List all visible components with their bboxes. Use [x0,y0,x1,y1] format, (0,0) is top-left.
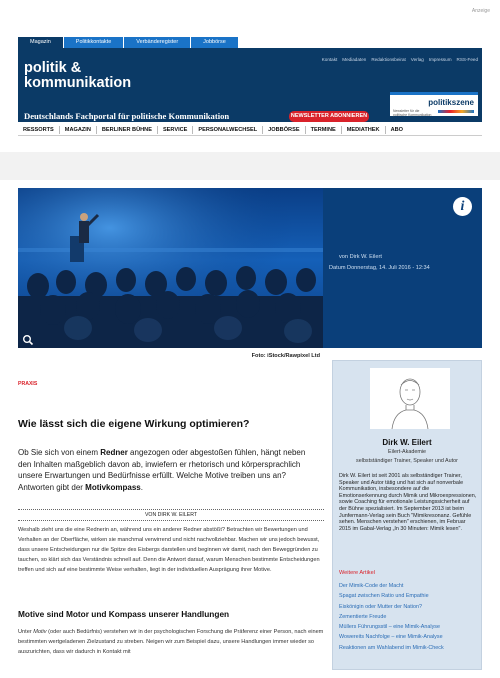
author-bio: Dirk W. Eilert ist seit 2001 als selbständiger Trainer, Speaker und Autor tätig und hat sich auf nonverbale Kommunikation, insbesondere auf die Emotionserkennung durch Mimik und Mikroexpressionen, sowie Coaching für emotionale Leistungssicherheit auf der Bühne spezialisiert. Im September 2013 ist beim Junfermann-Verlag sein Buch "Mimikresonanz. Gefühle sehen. Menschen verstehen" erschienen, im Februar 2015 im Gabal-Verlag „In 30 Minuten: Mimik lesen". [339,473,477,532]
more-article-link[interactable]: Eiskönigin oder Mutter der Nation? [339,603,422,610]
main-nav [18,124,482,136]
tab-politikkontakte[interactable]: Politikkontakte [64,37,123,48]
utility-nav [322,57,478,62]
politikszene-banner[interactable] [390,92,478,116]
more-article-link[interactable]: Wowereits Nachfolge – eine Mimik-Analyse [339,634,443,641]
audience-illustration [18,188,323,348]
nav-abo[interactable]: ABO [390,126,404,133]
author-portrait [370,368,450,429]
article-body-paragraph: Weshalb zieht uns die eine Rednerin an, während uns ein anderer Redner abstößt? Betrachten wir Bewertungen und Verhalten an der Oberfläche, wirken sie manchmal verwirrend und nicht nachvollziehbar. Machen wir uns jedoch bewusst, dass unsere Entscheidungen nur die Spitze des Eisbergs darstellen und beginnen wir damit, nach den Beweggründen zu tauchen, so klärt sich das Verständnis schnell auf. Denn die Antwort darauf, warum Menschen bestimmte Entscheidungen treffen und sich auf eine bestimmte Weise verhalten, liegt in der individuellen Ausprägung ihrer Motive. [18,527,320,573]
nav-service[interactable]: SERVICE [158,126,193,134]
article-byline[interactable]: VON DIRK W. EILERT [144,512,198,518]
byline-divider-top [18,509,324,510]
body2-text-2: (oder auch Bedürfnis) verstehen wir in der psychologischen Forschung die Präferenz einer Person, nach einem bestimmten wertgeladenen Zielzustand zu streben. Neigen wir zum Beispiel dazu, unsere Handlungen immer wieder so auszurichten, dass wir dadurch in Kontakt mit [18,629,324,655]
article-subheading: Motive sind Motor und Kompass unserer Handlungen [18,609,230,619]
body2-text-1: Unter [18,629,34,635]
more-article-link[interactable]: Zementierte Freude [339,613,387,620]
author-org: Eilert-Akademie [387,449,427,455]
util-link-verlag[interactable]: Verlag [410,57,424,62]
util-link-impressum[interactable]: Impressum [428,57,452,62]
byline-divider-bottom [18,520,324,521]
author-role: selbstständiger Trainer, Speaker und Autor [356,458,458,464]
hero-info-panel [323,188,482,348]
more-articles-list [339,581,478,653]
util-link-rss[interactable]: RSS-Feed [456,57,478,62]
lead-bold-redner: Redner [100,448,128,457]
author-name: Dirk W. Eilert [382,438,432,447]
more-articles-heading: Weitere Artikel [339,570,375,576]
article-kicker[interactable]: PRAXIS [18,381,38,387]
nav-personalwechsel[interactable]: PERSONALWECHSEL [193,126,263,134]
hero-image[interactable] [18,188,323,348]
util-link-kontakt[interactable]: Kontakt [321,57,338,62]
nav-jobboerse[interactable]: JOBBÖRSE [263,126,305,134]
nav-mediathek[interactable]: MEDIATHEK [342,126,386,134]
hero-section [18,188,482,348]
ad-label: Anzeige [471,8,490,14]
nav-magazin[interactable]: MAGAZIN [60,126,97,134]
nav-ressorts[interactable]: RESSORTS [18,126,60,134]
lead-text-3: . [140,482,143,492]
more-article-link[interactable]: Müllers Führungsstil – eine Mimik-Analyse [339,624,440,631]
tab-verbaenderegister[interactable]: Verbänderegister [124,37,190,48]
article-lead [18,447,318,493]
top-tabs [18,37,238,48]
body2-italic-motiv: Motiv [33,629,47,635]
photo-caption: Foto: iStock/Rawpixel Ltd [251,353,320,359]
ad-band [0,152,500,180]
tab-magazin[interactable]: Magazin [18,37,63,48]
tab-jobboerse[interactable]: Jobbörse [191,37,238,48]
lead-text-2: angezogen oder abgestoßen fühlen, hängt neben den Inhalten maßgeblich davon ab, inwiefern er rhetorisch und körpersprachlich unsere Erwartungen und Bedürfnisse erfüllt. Welche Motive treiben uns an? Antworten gibt der [18,448,306,492]
article-headline: Wie lässt sich die eigene Wirkung optimieren? [18,418,250,430]
zoom-icon[interactable] [22,334,34,346]
lead-bold-motivkompass: Motivkompass [85,482,141,492]
hero-author: von Dirk W. Eilert [339,254,382,260]
info-icon[interactable]: i [453,197,472,216]
nav-berliner-buehne[interactable]: BERLINER BÜHNE [97,126,158,134]
util-link-mediadaten[interactable]: Mediadaten [342,57,367,62]
more-article-link[interactable]: Spagat zwischen Ratio und Empathie [339,593,429,600]
article-body-paragraph-2 [18,627,324,657]
logo-line1: politik & [24,60,82,76]
more-article-link[interactable]: Der Mimik-Code der Macht [339,583,404,589]
util-link-redaktionsbeirat[interactable]: Redaktionsbeirat [371,57,406,62]
politikszene-title: politikszene [428,98,474,107]
hero-date: Datum Donnerstag, 14. Juli 2016 - 12:34 [329,265,430,271]
politikszene-stripe [438,110,474,113]
site-logo[interactable] [24,61,131,91]
more-article-link[interactable]: Reaktionen am Wahlabend im Mimik-Check [339,644,444,651]
lead-text-1: Ob Sie sich von einem [18,448,101,457]
politikszene-subtitle: Newsletter für die politische Kommunikation [393,109,432,117]
nav-termine[interactable]: TERMINE [306,126,342,134]
newsletter-button[interactable]: NEWSLETTER ABONNIEREN [289,111,369,122]
tagline: Deutschlands Fachportal für politische Kommunikation [24,111,230,121]
author-sketch-icon [370,368,450,429]
logo-line2: kommunikation [24,75,132,91]
